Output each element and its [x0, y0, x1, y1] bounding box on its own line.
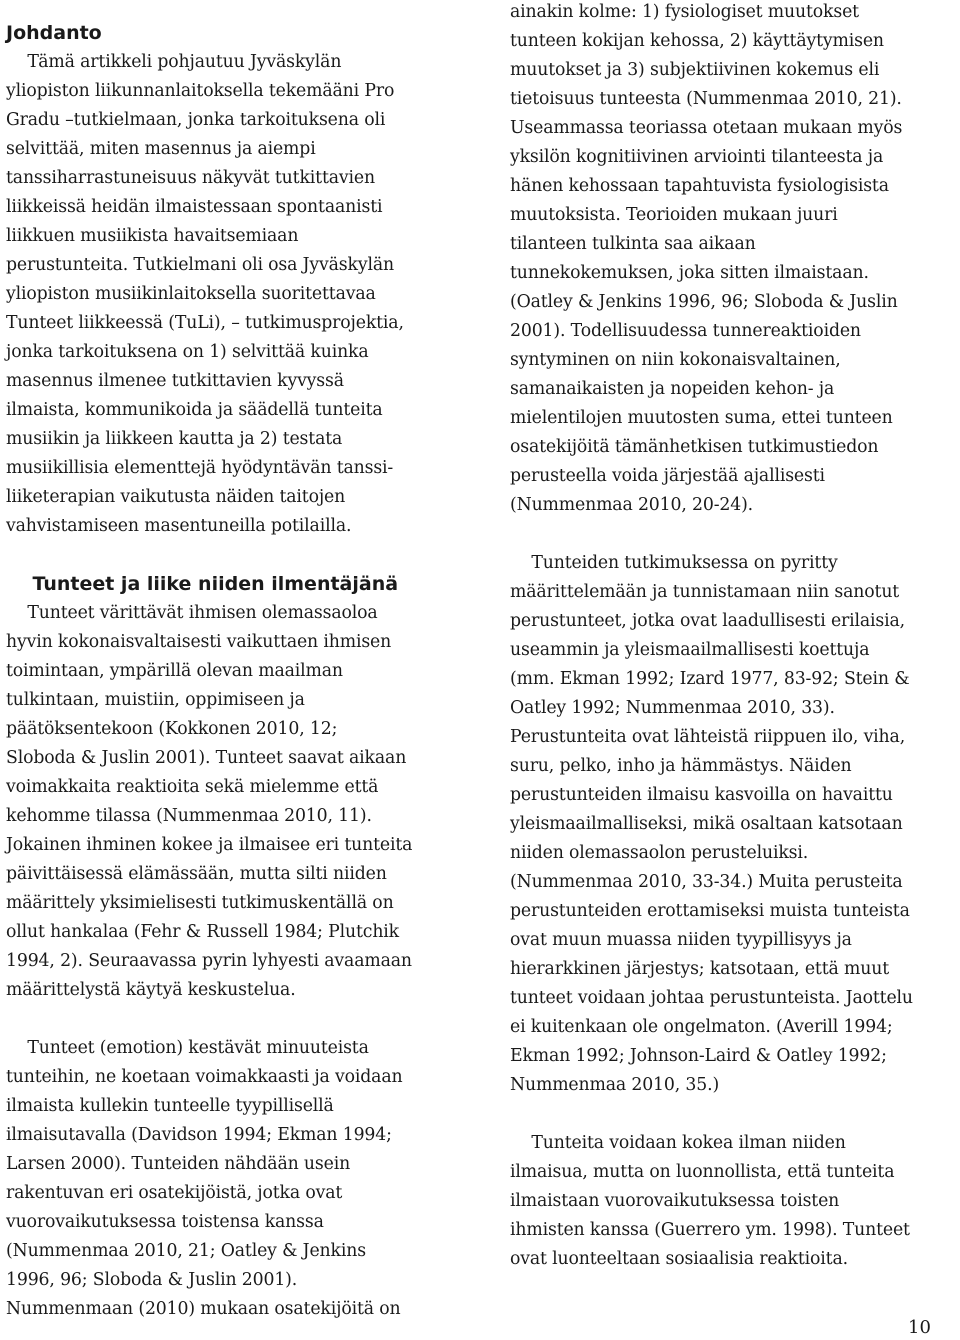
text-line: liikkuen musiikista havaitsemiaan: [6, 226, 299, 246]
text-line: (Nummenmaa 2010, 33-34.) Muita perusteita: [510, 872, 903, 892]
text-line: tunteihin, ne koetaan voimakkaasti ja voidaan: [6, 1067, 403, 1087]
text-line: ainakin kolme: 1) fysiologiset muutokset: [510, 2, 859, 22]
text-line: yliopiston liikunnanlaitoksella tekemääni Pro: [6, 81, 395, 101]
text-line: (Nummenmaa 2010, 21; Oatley & Jenkins: [6, 1241, 366, 1261]
text-line: ovat luonteeltaan sosiaalisia reaktioita.: [510, 1249, 848, 1269]
text-line: määrittelystä käytyä keskustelua.: [6, 980, 296, 1000]
text-line: perustunteet, jotka ovat laadullisesti erilaisia,: [510, 611, 906, 631]
text-line: ilmaista kullekin tunteelle tyypillisellä: [6, 1096, 334, 1116]
text-line: samanaikaisten ja nopeiden kehon- ja: [510, 379, 835, 399]
text-line: 1996, 96; Sloboda & Juslin 2001).: [6, 1270, 298, 1290]
text-line: yksilön kognitiivinen arviointi tilanteesta ja: [510, 147, 884, 167]
text-line: osatekijöitä tämänhetkisen tutkimustiedon: [510, 437, 879, 457]
text-line: toimintaan, ympärillä olevan maailman: [6, 661, 343, 681]
text-line: musiikin ja liikkeen kautta ja 2) testata: [6, 429, 343, 449]
text-line: suru, pelko, inho ja hämmästys. Näiden: [510, 756, 852, 776]
text-line: määrittelemään ja tunnistamaan niin sanotut: [510, 582, 900, 602]
text-line: Tunteet liikkeessä (TuLi), – tutkimusprojektia,: [6, 313, 404, 333]
text-line: tulkintaan, muistiin, oppimiseen ja: [6, 690, 305, 710]
text-line: jonka tarkoituksena on 1) selvittää kuinka: [6, 342, 369, 362]
text-line: (Nummenmaa 2010, 20-24).: [510, 495, 754, 515]
text-line: voimakkaita reaktioita sekä mielemme että: [6, 777, 379, 797]
text-line: hierarkkinen järjestys; katsotaan, että muut: [510, 959, 889, 979]
text-line: vuorovaikutuksessa toistensa kanssa: [6, 1212, 324, 1232]
text-line: päätöksentekoon (Kokkonen 2010, 12;: [6, 719, 338, 739]
text-line: hänen kehossaan tapahtuvista fysiologisista: [510, 176, 889, 196]
text-line: Nummenmaa 2010, 35.): [510, 1075, 720, 1095]
text-line: liiketerapian vaikutusta näiden taitojen: [6, 487, 346, 507]
text-line: Perustunteita ovat lähteistä riippuen ilo, viha,: [510, 727, 906, 747]
text-line: ihmisten kanssa (Guerrero ym. 1998). Tunteet: [510, 1220, 910, 1240]
text-line: Nummenmaan (2010) mukaan osatekijöitä on: [6, 1299, 401, 1319]
text-line: perustunteiden erottamiseksi muista tunteista: [510, 901, 910, 921]
text-line: Useammassa teoriassa otetaan mukaan myös: [510, 118, 903, 138]
text-line: vahvistamiseen masentuneilla potilailla.: [6, 516, 352, 536]
text-line: tilanteen tulkinta saa aikaan: [510, 234, 756, 254]
text-line: tunteen kokijan kehossa, 2) käyttäytymisen: [510, 31, 884, 51]
text-line: rakentuvan eri osatekijöistä, jotka ovat: [6, 1183, 343, 1203]
text-line: Ekman 1992; Johnson-Laird & Oatley 1992;: [510, 1046, 887, 1066]
text-line: ilmaisua, mutta on luonnollista, että tunteita: [510, 1162, 895, 1182]
text-line: perusteella voida järjestää ajallisesti: [510, 466, 825, 486]
text-line: masennus ilmenee tutkittavien kyvyssä: [6, 371, 344, 391]
text-line: ovat muun muassa niiden tyypillisyys ja: [510, 930, 852, 950]
text-line: liikkeissä heidän ilmaistessaan spontaanisti: [6, 197, 383, 217]
text-line: (mm. Ekman 1992; Izard 1977, 83-92; Stein &: [510, 669, 910, 689]
text-line: muutoksista. Teorioiden mukaan juuri: [510, 205, 838, 225]
text-line: ilmaisutavalla (Davidson 1994; Ekman 1994;: [6, 1125, 392, 1145]
text-line: yliopiston musiikinlaitoksella suoritettavaa: [6, 284, 376, 304]
page-number: 10: [908, 1317, 931, 1338]
text-line: Tunteet (emotion) kestävät minuuteista: [6, 1038, 369, 1058]
text-line: ilmaista, kommunikoida ja säädellä tunteita: [6, 400, 383, 420]
text-line: perustunteiden ilmaisu kasvoilla on havaittu: [510, 785, 893, 805]
text-line: ei kuitenkaan ole ongelmaton. (Averill 1994;: [510, 1017, 893, 1037]
text-line: tunnekokemuksen, joka sitten ilmaistaan.: [510, 263, 869, 283]
text-line: päivittäisessä elämässään, mutta silti niiden: [6, 864, 387, 884]
text-line: tietoisuus tunteesta (Nummenmaa 2010, 21).: [510, 89, 902, 109]
text-line: Tunteita voidaan kokea ilman niiden: [510, 1133, 846, 1153]
text-line: selvittää, miten masennus ja aiempi: [6, 139, 316, 159]
text-line: tanssiharrastuneisuus näkyvät tutkittavien: [6, 168, 375, 188]
section-heading: Tunteet ja liike niiden ilmentäjänä: [6, 573, 399, 595]
text-line: niiden olemassaolon perusteluiksi.: [510, 843, 809, 863]
text-line: musiikillisia elementtejä hyödyntävän tanssi-: [6, 458, 394, 478]
text-line: 2001). Todellisuudessa tunnereaktioiden: [510, 321, 861, 341]
text-line: Gradu –tutkielmaan, jonka tarkoituksena oli: [6, 110, 386, 130]
text-line: hyvin kokonaisvaltaisesti vaikuttaen ihmisen: [6, 632, 392, 652]
text-line: 1994, 2). Seuraavassa pyrin lyhyesti avaamaan: [6, 951, 412, 971]
text-line: useammin ja yleismaailmallisesti koettuja: [510, 640, 870, 660]
text-line: yleismaailmalliseksi, mikä osaltaan katsotaan: [510, 814, 903, 834]
text-line: muutokset ja 3) subjektiivinen kokemus eli: [510, 60, 880, 80]
text-line: syntyminen on niin kokonaisvaltainen,: [510, 350, 841, 370]
text-line: Tunteiden tutkimuksessa on pyritty: [510, 553, 838, 573]
text-line: (Oatley & Jenkins 1996, 96; Sloboda & Juslin: [510, 292, 898, 312]
text-line: Jokainen ihminen kokee ja ilmaisee eri tunteita: [6, 835, 413, 855]
text-line: Oatley 1992; Nummenmaa 2010, 33).: [510, 698, 835, 718]
text-line: ilmaistaan vuorovaikutuksessa toisten: [510, 1191, 840, 1211]
text-line: Larsen 2000). Tunteiden nähdään usein: [6, 1154, 351, 1174]
text-line: määrittely yksimielisesti tutkimuskentällä on: [6, 893, 394, 913]
text-line: ollut hankalaa (Fehr & Russell 1984; Plutchik: [6, 922, 399, 942]
text-line: Tämä artikkeli pohjautuu Jyväskylän: [6, 52, 342, 72]
text-line: kehomme tilassa (Nummenmaa 2010, 11).: [6, 806, 372, 826]
section-heading: Johdanto: [6, 22, 102, 44]
text-line: mielentilojen muutosten suma, ettei tunteen: [510, 408, 893, 428]
text-line: tunteet voidaan johtaa perustunteista. Jaottelu: [510, 988, 913, 1008]
text-line: perustunteita. Tutkielmani oli osa Jyväskylän: [6, 255, 394, 275]
text-line: Tunteet värittävät ihmisen olemassaoloa: [6, 603, 378, 623]
text-line: Sloboda & Juslin 2001). Tunteet saavat aikaan: [6, 748, 407, 768]
